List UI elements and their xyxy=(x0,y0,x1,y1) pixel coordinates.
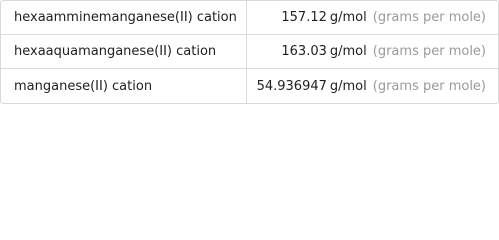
molar-mass-number: 54.936947 xyxy=(256,78,327,94)
table-row xyxy=(1,35,498,69)
molar-mass-table xyxy=(0,0,499,104)
compound-name: manganese(II) cation xyxy=(1,69,247,103)
table-row xyxy=(1,69,498,103)
molar-mass-value-cell xyxy=(247,69,498,103)
unit-description: (grams per mole) xyxy=(372,44,486,59)
unit-description: (grams per mole) xyxy=(372,78,486,94)
compound-name: hexaamminemanganese(II) cation xyxy=(1,1,247,34)
table-row xyxy=(1,1,498,35)
molar-mass-value-cell xyxy=(247,1,498,34)
unit-description: (grams per mole) xyxy=(372,10,486,25)
molar-mass-unit: g/mol xyxy=(329,44,367,59)
molar-mass-unit: g/mol xyxy=(329,78,367,94)
molar-mass-number: 163.03 xyxy=(281,44,327,59)
molar-mass-number: 157.12 xyxy=(281,10,327,25)
molar-mass-value-cell xyxy=(247,35,498,68)
compound-name: hexaaquamanganese(II) cation xyxy=(1,35,247,68)
molar-mass-unit: g/mol xyxy=(329,10,367,25)
